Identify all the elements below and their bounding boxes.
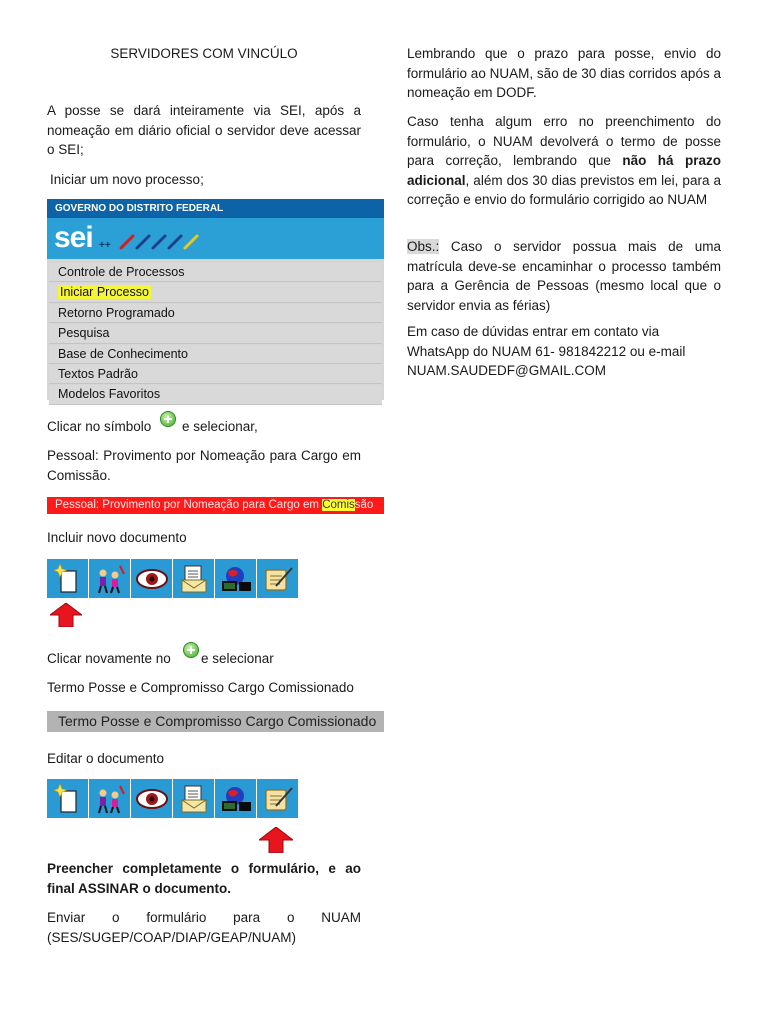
error-paragraph [407,112,721,210]
send-form-text: Enviar o formulário para o NUAM (SES/SUGEP/COAP/DIAP/GEAP/NUAM) [47,910,361,945]
new-document-button[interactable] [47,559,88,598]
view-button-2[interactable] [131,779,172,818]
view-button[interactable] [131,559,172,598]
red-bar-highlight: Comis [322,499,355,511]
obs-label: Obs.: [407,239,440,254]
globe-computer-icon [219,564,253,594]
people-button[interactable] [89,559,130,598]
eye-icon [135,788,169,810]
obs-paragraph [407,237,721,315]
red-up-arrow-icon-2 [259,827,293,853]
new-document-icon [54,784,82,814]
scroll-quill-icon [262,784,294,814]
menu-item-iniciar-label: Iniciar Processo [60,285,149,300]
red-bar-text-a: Pessoal: Provimento por Nomeação para Cargo em [55,499,323,511]
eye-icon [135,568,169,590]
envelope-document-icon [179,564,209,594]
red-bar-text-b: são [354,499,374,511]
add-plus-icon [160,411,176,427]
menu-item-controle[interactable]: Controle de Processos [49,263,382,282]
scroll-quill-icon [262,564,294,594]
sei-logo: sei [54,221,93,254]
people-button-2[interactable] [89,779,130,818]
menu-item-retorno[interactable]: Retorno Programado [49,304,382,323]
error-text-b: , além dos 30 dias previstos em lei, para a correção e envio do formulário corrigido ao NUAM [407,172,721,207]
new-document-button-2[interactable] [47,779,88,818]
send-email-button[interactable] [173,559,214,598]
sei-menu-list [47,259,384,405]
edit-document-button-2[interactable] [257,779,298,818]
envelope-document-icon [179,784,209,814]
error-text-a: Caso tenha algum erro no preenchimento do formulário, o NUAM devolverá o termo de posse para correção, lembrando que [407,114,721,168]
error-text-bold: não há prazo adicional [407,153,721,188]
click-again-text-a: Clicar novamente no [47,651,171,666]
publish-button[interactable] [215,559,256,598]
publish-button-2[interactable] [215,779,256,818]
menu-item-modelos[interactable]: Modelos Favoritos [49,385,382,404]
menu-item-textos[interactable]: Textos Padrão [49,365,382,384]
sei-menu-screenshot [47,199,384,400]
red-up-arrow-icon [50,603,82,627]
toolbar-edit [47,779,300,818]
process-type-text: Pessoal: Provimento por Nomeação para Cargo em Comissão. [47,448,361,483]
menu-item-base[interactable]: Base de Conhecimento [49,345,382,364]
doc-type-bar: Termo Posse e Compromisso Cargo Comissionado [47,711,384,732]
page-title: SERVIDORES COM VINCÚLO [110,46,298,61]
doc-type-text: Termo Posse e Compromisso Cargo Comissionado [47,680,354,695]
process-type-bar [47,497,384,514]
pencils-icon [113,230,233,252]
contact-paragraph: Em caso de dúvidas entrar em contato via WhatsApp do NUAM 61- 981842212 ou e-mail NUAM.SAUDEDF@GMAIL.COM [407,324,686,378]
add-plus-icon-2 [183,642,199,658]
menu-item-pesquisa[interactable]: Pesquisa [49,324,382,343]
sei-logo-suffix: ++ [99,240,111,251]
menu-item-iniciar[interactable] [49,283,382,302]
click-again-text-b: e selecionar [201,651,274,666]
click-symbol-text-a: Clicar no símbolo [47,419,152,434]
intro-paragraph: A posse se dará inteiramente via SEI, após a nomeação em diário oficial o servidor deve acessar o SEI; [47,103,361,157]
send-email-button-2[interactable] [173,779,214,818]
obs-text: Caso o servidor possua mais de uma matrícula deve-se encaminhar o processo também para a Gerência de Pessoas (mesmo local que o servidor envia as férias) [407,239,721,313]
people-icon [94,564,126,594]
new-document-icon [54,564,82,594]
toolbar-include [47,559,300,598]
click-symbol-text-b: e selecionar, [182,419,258,434]
include-doc-text: Incluir novo documento [47,530,187,545]
fill-form-text: Preencher completamente o formulário, e ao final ASSINAR o documento. [47,861,361,896]
globe-computer-icon [219,784,253,814]
edit-document-button[interactable] [257,559,298,598]
step-new-process: Iniciar um novo processo; [50,172,204,187]
gov-label: GOVERNO DO DISTRITO FEDERAL [47,199,384,218]
deadline-paragraph: Lembrando que o prazo para posse, envio do formulário ao NUAM, são de 30 dias corridos após a nomeação em DODF. [407,46,721,100]
edit-doc-text: Editar o documento [47,751,165,766]
people-icon [94,784,126,814]
sei-header-band [47,218,384,259]
